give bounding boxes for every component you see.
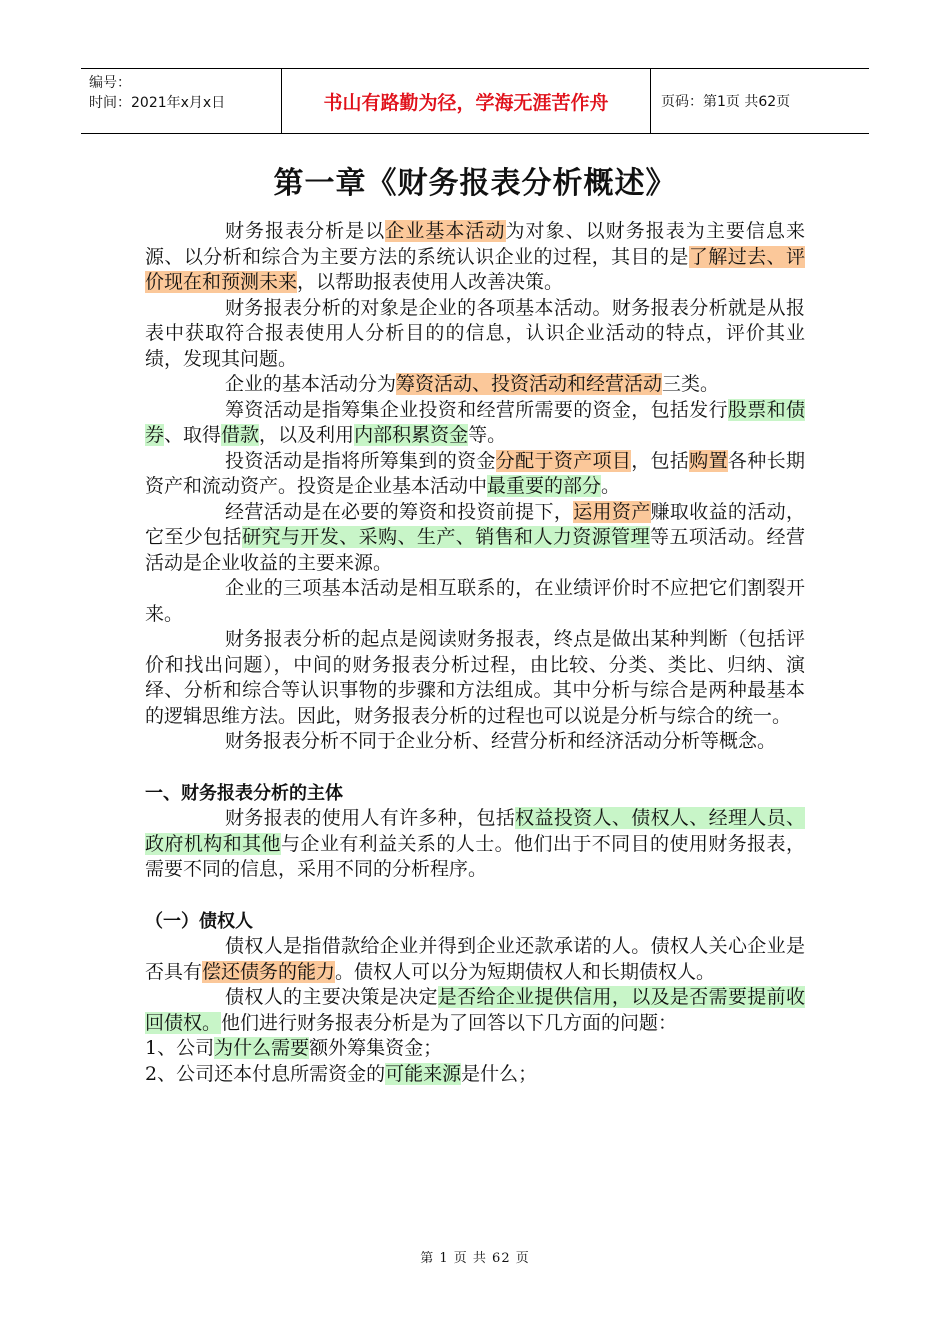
text: 、取得 <box>164 424 222 446</box>
text: 企业的基本活动分为 <box>225 373 397 395</box>
text: 三类。 <box>662 373 720 395</box>
text: 2、公司还本付息所需资金的 <box>145 1062 386 1085</box>
highlight: 研究与开发、采购、生产、销售和人力资源管理 <box>242 526 651 548</box>
paragraph-3 <box>145 372 805 398</box>
text: 债权人是指借款给企业并得到企业还款承诺的人。债权人关心企业是否具有 <box>145 935 805 983</box>
paragraph-12 <box>145 985 805 1036</box>
motto: 书山有路勤为径，学海无涯苦作舟 <box>281 69 651 133</box>
time-label: 时间：2021年x月x日 <box>89 95 226 111</box>
text: ，以帮助报表使用人改善决策。 <box>297 271 564 293</box>
section-heading-1: 一、财务报表分析的主体 <box>145 782 343 804</box>
paragraph-10 <box>145 806 805 883</box>
page-title: 第一章《财务报表分析概述》 <box>273 166 677 201</box>
text: 是什么； <box>461 1062 538 1085</box>
number-label: 编号： <box>89 75 131 91</box>
page-info: 页码：第1页 共62页 <box>661 94 791 110</box>
text: 额外筹集资金； <box>309 1037 443 1059</box>
text: ，包括 <box>631 449 690 472</box>
document-body <box>145 219 805 1087</box>
text: 。债权人可以分为短期债权人和长期债权人。 <box>335 960 716 983</box>
paragraph-7: 企业的三项基本活动是相互联系的，在业绩评价时不应把它们割裂开来。 <box>145 577 805 625</box>
paragraph-5 <box>145 449 805 500</box>
text: 等。 <box>468 424 507 446</box>
list-item-2 <box>145 1062 805 1088</box>
text: 财务报表分析是以 <box>225 220 386 242</box>
text: 。 <box>601 475 621 497</box>
paragraph-11 <box>145 934 805 985</box>
highlight: 股票和债券 <box>145 398 805 446</box>
text: 经营活动是在必要的筹资和投资前提下， <box>225 500 574 523</box>
text: ，以及利用 <box>259 424 355 446</box>
header-left-cell <box>81 69 281 133</box>
list-item-1 <box>145 1036 805 1062</box>
highlight: 可能来源 <box>385 1062 462 1085</box>
paragraph-9: 财务报表分析不同于企业分析、经营分析和经济活动分析等概念。 <box>225 730 777 752</box>
highlight: 偿还债务的能力 <box>202 960 336 983</box>
highlight: 运用资产 <box>573 500 651 523</box>
highlight: 权益投资人、债权人、经理人员、政府机构和其他 <box>145 807 805 855</box>
text: 债权人的主要决策是决定 <box>225 986 438 1008</box>
text: 投资活动是指将所筹集到的资金 <box>225 449 496 472</box>
spacer <box>145 755 805 781</box>
highlight: 为什么需要 <box>214 1037 310 1059</box>
highlight: 了解过去、评价现在和预测未来 <box>145 245 805 293</box>
text: 财务报表的使用人有许多种，包括 <box>225 807 516 829</box>
text: 筹资活动是指筹集企业投资和经营所需要的资金，包括发行 <box>225 398 728 421</box>
text: 各种长期资产和流动资产。投资是企业基本活动中 <box>145 449 805 497</box>
paragraph-4 <box>145 398 805 449</box>
text: 他们进行财务报表分析是为了回答以下几方面的问题： <box>221 1011 678 1034</box>
highlight: 最重要的部分 <box>487 475 602 497</box>
paragraph-6 <box>145 500 805 577</box>
section-heading-2: （一）债权人 <box>145 910 253 932</box>
paragraph-2: 财务报表分析的对象是企业的各项基本活动。财务报表分析就是从报表中获取符合报表使用人分析目的的信息，认识企业活动的特点，评价其业绩，发现其问题。 <box>145 296 805 370</box>
text: 为对象、以财务报表为主要信息来源、以分析和综合为主要方法的系统认识企业的过程，其目的是 <box>145 220 805 268</box>
text: 与企业有利益关系的人士。他们出于不同目的使用财务报表，需要不同的信息，采用不同的分析程序。 <box>145 832 805 880</box>
header-table <box>81 68 869 134</box>
paragraph-1 <box>145 219 805 296</box>
text: 赚取收益的活动，它至少包括 <box>145 500 805 548</box>
text: 1、公司 <box>145 1037 215 1059</box>
spacer <box>145 883 805 909</box>
highlight: 借款 <box>221 424 260 446</box>
highlight: 是否给企业提供信用，以及是否需要提前收回债权。 <box>145 986 805 1034</box>
page-footer: 第 1 页 共 62 页 <box>420 1251 530 1266</box>
highlight: 购置 <box>689 449 728 472</box>
highlight: 分配于资产项目 <box>495 449 632 472</box>
highlight: 筹资活动、投资活动和经营活动 <box>396 373 663 395</box>
paragraph-8: 财务报表分析的起点是阅读财务报表，终点是做出某种判断（包括评价和找出问题），中间的财务报表分析过程，由比较、分类、类比、归纳、演绎、分析和综合等认识事物的步骤和方法组成。其中分析与综合是两种最基本的逻辑思维方法。因此，财务报表分析的过程也可以说是分析与综合的统一。 <box>145 628 805 727</box>
highlight: 内部积累资金 <box>354 424 469 446</box>
text: 等五项活动。经营活动是企业收益的主要来源。 <box>145 526 805 574</box>
highlight: 企业基本活动 <box>385 220 506 242</box>
